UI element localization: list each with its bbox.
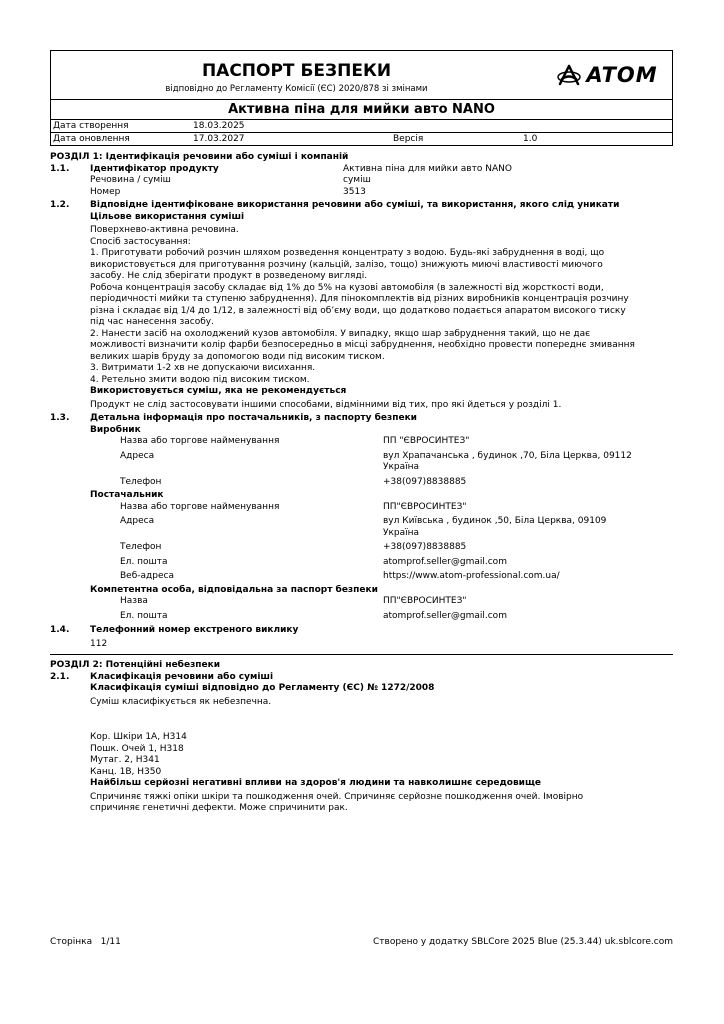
s-name-row bbox=[50, 502, 673, 514]
created-value: 18.03.2025 bbox=[193, 121, 245, 131]
hazard-class: Кор. Шкіри 1А, H314 bbox=[90, 732, 187, 742]
s-mail-value[interactable]: atomprof.seller@gmail.com bbox=[383, 556, 507, 567]
page-footer bbox=[50, 937, 673, 947]
competent-heading: Компетентна особа, відповідальна за паспорт безпеки bbox=[90, 584, 378, 595]
m-name-label: Назва або торгове найменування bbox=[120, 436, 280, 446]
usage-line: Поверхнево-активна речовина. bbox=[90, 225, 239, 235]
s11-title: Ідентифікатор продукту bbox=[90, 163, 219, 174]
s14-heading bbox=[50, 625, 673, 637]
c-name-value: ПП"ЄВРОСИНТЕЗ" bbox=[383, 596, 467, 606]
s-mail-row bbox=[50, 557, 673, 569]
usage-line: 2. Нанести засіб на охолоджений кузов автомобіля. У випадку, якщо шар забруднення такий, що не дає bbox=[90, 328, 591, 339]
c-mail-label: Ел. пошта bbox=[120, 610, 168, 621]
s13-title: Детальна інформація про постачальників, з паспорту безпеки bbox=[90, 413, 417, 423]
c-mail-row bbox=[50, 611, 673, 623]
s-addr-label: Адреса bbox=[120, 516, 155, 526]
s13-num: 1.3. bbox=[50, 413, 70, 423]
section-divider bbox=[50, 654, 673, 655]
usage-line: 1. Приготувати робочий розчин шляхом розведення концентрату з водою. Будь-які забруднення в воді, що bbox=[90, 248, 605, 258]
s-tel-row bbox=[50, 542, 673, 554]
m-tel-row bbox=[50, 477, 673, 489]
document-page bbox=[50, 50, 673, 815]
hazard-class: Мутаг. 2, H341 bbox=[90, 755, 160, 765]
s-mail-label: Ел. пошта bbox=[120, 556, 168, 567]
s-web-label: Веб-адреса bbox=[120, 571, 174, 581]
m-tel-value: +38(097)8838885 bbox=[383, 476, 467, 487]
hazard-class: Канц. 1B, H350 bbox=[90, 766, 162, 777]
effects-line: спричиняє генетичні дефекти. Може спричинити рак. bbox=[90, 803, 348, 813]
version-label: Версія bbox=[393, 134, 424, 144]
document-title: ПАСПОРТ БЕЗПЕКИ bbox=[201, 61, 392, 81]
version-value: 1.0 bbox=[523, 134, 538, 144]
usage-line: різна і складає від 1/4 до 1/12, в залежності від об’єму води, що додатково подається апаратом високого тиску bbox=[90, 305, 626, 316]
atom-logo bbox=[542, 51, 672, 99]
s21-sub2: Найбільш серйозні негативні впливи на здоров'я людини та навколишнє середовище bbox=[90, 778, 541, 788]
s-addr-value1: вул Київська , будинок ,50, Біла Церква, 09109 bbox=[383, 516, 607, 526]
s-addr-value2: Україна bbox=[383, 527, 420, 538]
logo-text: ATOM bbox=[586, 63, 658, 87]
s12-sub2-text: Продукт не слід застосовувати іншими способами, відмінними від тих, про які йдеться у розділі 1. bbox=[90, 399, 562, 410]
usage-line: 4. Ретельно змити водою під високим тиском. bbox=[90, 374, 310, 385]
m-addr-value2: Україна bbox=[383, 462, 420, 472]
s-name-label: Назва або торгове найменування bbox=[120, 501, 280, 512]
s14-title: Телефонний номер екстреного виклику bbox=[90, 625, 299, 635]
s21-heading bbox=[50, 672, 673, 684]
c-mail-value[interactable]: atomprof.seller@gmail.com bbox=[383, 610, 507, 621]
emergency-number: 112 bbox=[90, 638, 108, 649]
s11-num: 1.1. bbox=[50, 163, 70, 174]
substance-value: суміш bbox=[343, 175, 371, 185]
usage-line: засобу. Не слід зберігати продукт в розведеному вигляді. bbox=[90, 271, 368, 281]
s-addr-row bbox=[50, 516, 673, 539]
usage-line: Робоча концентрація засобу складає від 1% до 5% на кузові автомобіля (в залежності від жорсткості води, bbox=[90, 282, 604, 293]
manufacturer-heading: Виробник bbox=[90, 424, 141, 435]
s13-heading bbox=[50, 413, 673, 425]
header-box bbox=[50, 50, 673, 146]
s11-row-number bbox=[50, 187, 673, 199]
m-addr-value1: вул Храпачанська , будинок ,70, Біла Церква, 09112 bbox=[383, 450, 632, 461]
s12-sub2: Використовується суміш, яка не рекомендується bbox=[90, 386, 347, 396]
s21-title: Класифікація речовини або суміші bbox=[90, 671, 274, 682]
s-web-row bbox=[50, 571, 673, 583]
updated-label: Дата оновлення bbox=[53, 134, 130, 144]
s12-heading bbox=[50, 200, 673, 212]
usage-line: Спосіб застосування: bbox=[90, 236, 191, 247]
section2-title: РОЗДІЛ 2: Потенційні небезпеки bbox=[50, 660, 221, 670]
s-tel-label: Телефон bbox=[120, 542, 162, 552]
s12-sub1: Цільове використання суміші bbox=[90, 211, 245, 222]
number-value: 3513 bbox=[343, 186, 366, 197]
usage-line: можливості визначити колір фарби безпосередньо в місці забруднення, необхідно провести попереднє змивання bbox=[90, 340, 635, 350]
s-web-link[interactable]: https://www.atom-professional.com.ua/ bbox=[383, 571, 560, 581]
s-name-value: ПП"ЄВРОСИНТЕЗ" bbox=[383, 501, 467, 512]
updated-row bbox=[51, 132, 672, 145]
s21-effects-text bbox=[50, 792, 673, 815]
page-number: Сторінка 1/11 bbox=[50, 937, 121, 947]
usage-line: 3. Витримати 1-2 хв не допускаючи висихання. bbox=[90, 363, 316, 373]
s21-sub1: Класифікація суміші відповідно до Регламенту (ЄС) № 1272/2008 bbox=[90, 683, 435, 693]
s14-num: 1.4. bbox=[50, 625, 70, 635]
usage-line: періодичності мийки та ступеню забруднення). Для пінокомплектів від різних виробників концентрація розчину bbox=[90, 294, 629, 304]
s12-title: Відповідне ідентифіковане використання речовини або суміші, та використання, якого слід уникати bbox=[90, 200, 620, 210]
substance-label: Речовина / суміш bbox=[90, 175, 171, 185]
document-subtitle: відповідно до Регламенту Комісії (ЄС) 2020/878 зі змінами bbox=[165, 84, 428, 94]
section1-title: РОЗДІЛ 1: Ідентифікація речовини або суміші і компаній bbox=[50, 152, 349, 162]
s-tel-value: +38(097)8838885 bbox=[383, 542, 467, 552]
s21-sub1-text: Суміш класифікується як небезпечна. bbox=[90, 696, 272, 707]
effects-line: Спричиняє тяжкі опіки шкіри та пошкодження очей. Спричиняє серйозне пошкодження очей. Імовірно bbox=[90, 791, 584, 802]
hazard-classes bbox=[50, 732, 673, 778]
s11-row-substance bbox=[50, 175, 673, 187]
s11-title-value: Активна піна для мийки авто NANO bbox=[343, 163, 512, 174]
atom-logo-icon bbox=[556, 64, 582, 86]
c-name-label: Назва bbox=[120, 596, 148, 606]
m-tel-label: Телефон bbox=[120, 476, 162, 487]
hazard-class: Пошк. Очей 1, H318 bbox=[90, 743, 184, 754]
s12-usage-text bbox=[50, 225, 673, 386]
usage-line: використовується для приготування розчину (кальцій, залізо, тощо) знижують миючі властивості миючого bbox=[90, 259, 603, 270]
s12-num: 1.2. bbox=[50, 200, 70, 210]
c-name-row bbox=[50, 596, 673, 608]
created-row bbox=[51, 120, 672, 132]
m-addr-row bbox=[50, 451, 673, 474]
m-addr-label: Адреса bbox=[120, 450, 155, 461]
number-label: Номер bbox=[90, 186, 121, 197]
created-label: Дата створення bbox=[53, 121, 129, 131]
product-name: Активна піна для мийки авто NANO bbox=[51, 100, 672, 120]
m-name-row bbox=[50, 436, 673, 448]
m-name-value: ПП "ЄВРОСИНТЕЗ" bbox=[383, 436, 470, 446]
supplier-heading: Постачальник bbox=[90, 490, 164, 500]
document-body bbox=[50, 152, 673, 815]
updated-value: 17.03.2027 bbox=[193, 134, 245, 144]
s21-num: 2.1. bbox=[50, 671, 70, 682]
usage-line: великих шарів бруду за допомогою води під високим тиском. bbox=[90, 351, 385, 362]
s11-heading bbox=[50, 164, 673, 176]
generated-by: Створено у додатку SBLCore 2025 Blue (25.3.44) uk.sblcore.com bbox=[373, 937, 673, 947]
usage-line: під час нанесення засобу. bbox=[90, 317, 214, 327]
